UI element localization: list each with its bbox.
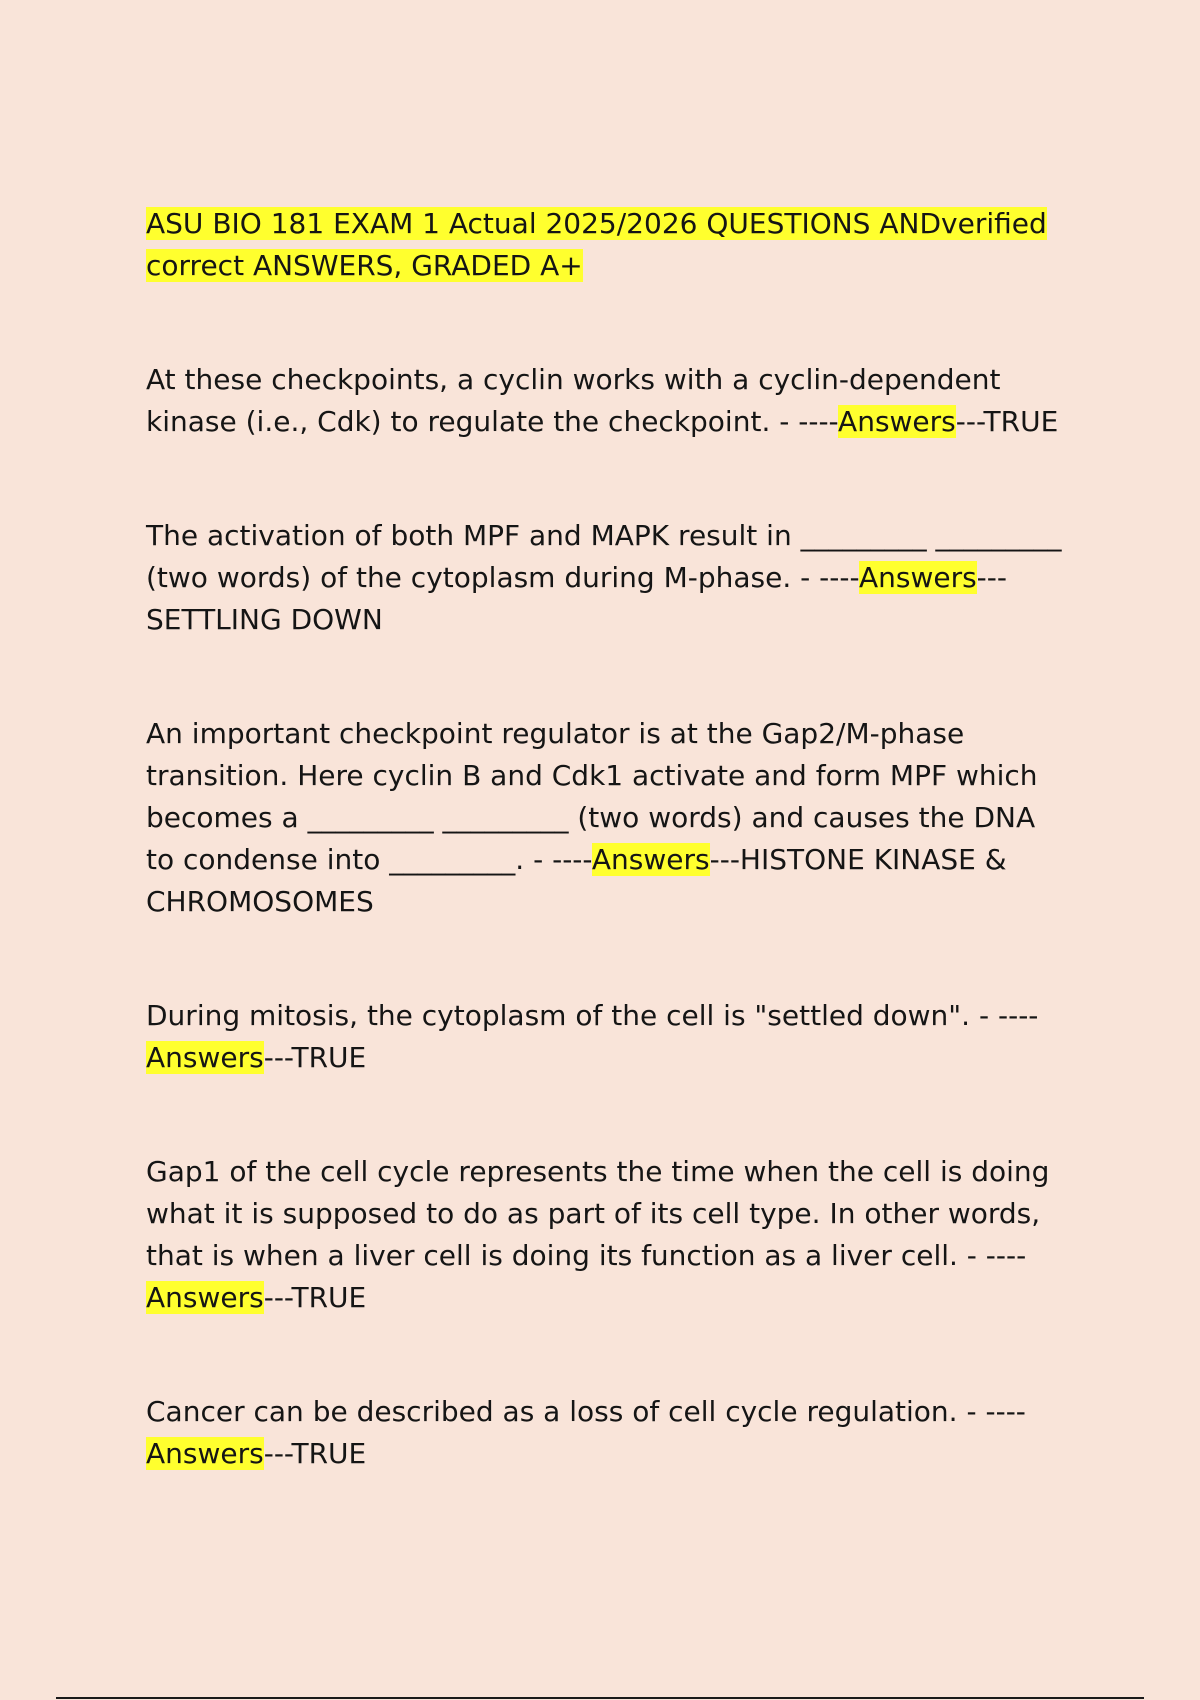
answer-prefix: --- [955, 405, 984, 438]
answers-label: Answers [858, 561, 977, 594]
document-page [146, 203, 1066, 1475]
title-highlight: ASU BIO 181 EXAM 1 Actual 2025/2026 QUESTIONS ANDverified correct ANSWERS, GRADED A+ [146, 207, 1047, 282]
question-text: At these checkpoints, a cyclin works with a cyclin-dependent kinase (i.e., Cdk) to regulate the checkpoint. [146, 363, 1001, 438]
separator: - ---- [957, 1395, 1026, 1428]
question-text: An important checkpoint regulator is at the Gap2/M-phase transition. Here cyclin B and Cdk1 activate and form MPF which becomes a _________ _________ (two words) and causes the DNA to condense into _________. [146, 717, 1038, 876]
answers-label: Answers [146, 1281, 264, 1314]
separator: - ---- [524, 843, 592, 876]
footer-divider [56, 1697, 1144, 1699]
document-title [146, 203, 1066, 287]
answers-label: Answers [838, 405, 956, 438]
question-text: During mitosis, the cytoplasm of the cell is "settled down". [146, 999, 971, 1032]
answer-prefix: --- [976, 561, 1007, 594]
qa-item [146, 1151, 1066, 1319]
qa-item [146, 515, 1066, 641]
separator: - ---- [957, 1239, 1026, 1272]
qa-item [146, 1391, 1066, 1475]
answer-text: TRUE [983, 405, 1059, 438]
question-text: Cancer can be described as a loss of cell cycle regulation. [146, 1395, 958, 1428]
answer-text: TRUE [291, 1437, 367, 1470]
separator: - ---- [970, 999, 1038, 1032]
answers-label: Answers [146, 1437, 264, 1470]
separator: - ---- [791, 561, 859, 594]
answer-text: TRUE [291, 1281, 367, 1314]
answer-prefix: --- [263, 1041, 292, 1074]
answer-text: SETTLING DOWN [146, 603, 383, 636]
answer-prefix: --- [709, 843, 740, 876]
answers-label: Answers [146, 1041, 264, 1074]
question-text: The activation of both MPF and MAPK result in _________ _________ (two words) of the cytoplasm during M-phase. [146, 519, 1062, 594]
question-text: Gap1 of the cell cycle represents the time when the cell is doing what it is supposed to do as part of its cell type. In other words, that is when a liver cell is doing its function as a liver cell. [146, 1155, 1050, 1272]
qa-item [146, 995, 1066, 1079]
answer-prefix: --- [263, 1437, 292, 1470]
qa-item [146, 359, 1066, 443]
answers-label: Answers [591, 843, 710, 876]
answer-text: TRUE [291, 1041, 367, 1074]
answer-prefix: --- [263, 1281, 292, 1314]
answer-text: HISTONE KINASE & CHROMOSOMES [146, 843, 1007, 918]
qa-item [146, 713, 1066, 923]
separator: - ---- [770, 405, 839, 438]
